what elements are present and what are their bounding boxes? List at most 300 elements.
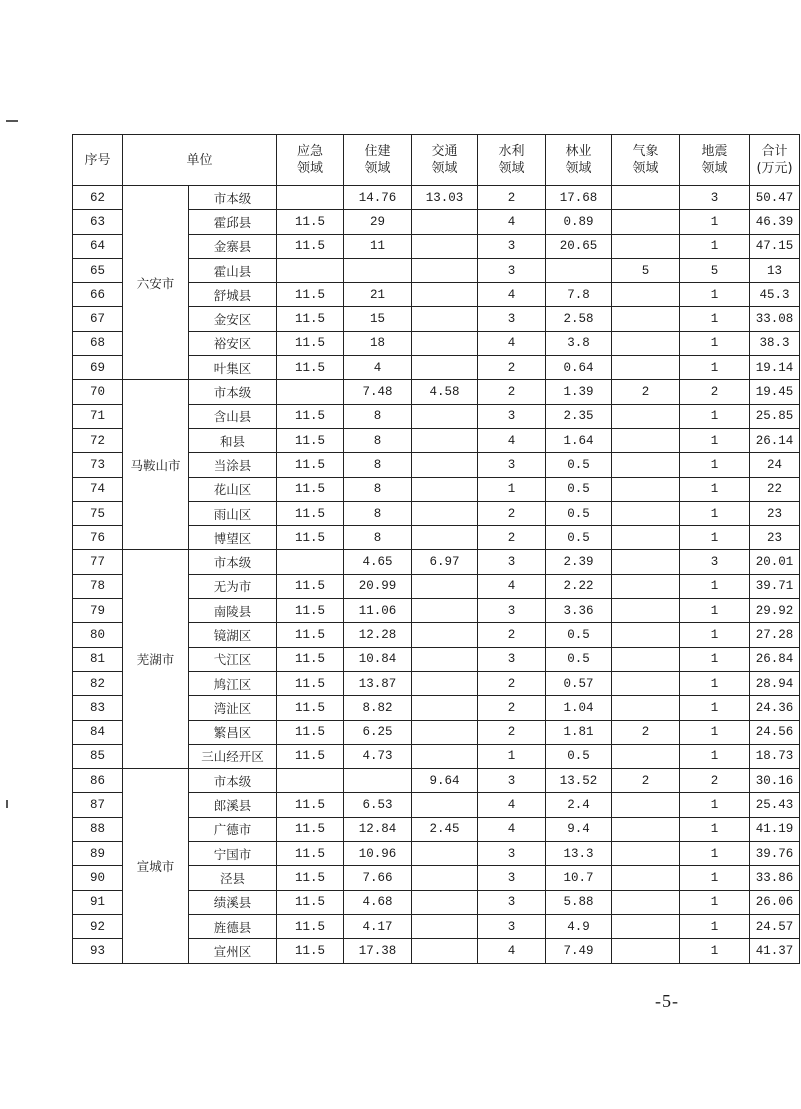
housing-cell: 7.48 xyxy=(344,380,412,404)
weather-cell xyxy=(612,842,680,866)
transport-cell xyxy=(412,647,478,671)
housing-cell: 15 xyxy=(344,307,412,331)
total-cell: 23 xyxy=(750,501,800,525)
header-seq: 序号 xyxy=(73,135,123,186)
water-cell: 4 xyxy=(478,793,546,817)
transport-cell xyxy=(412,234,478,258)
emergency-cell xyxy=(277,186,344,210)
total-cell: 29.92 xyxy=(750,599,800,623)
housing-cell: 8 xyxy=(344,404,412,428)
forestry-cell: 9.4 xyxy=(546,817,612,841)
seq-cell: 84 xyxy=(73,720,123,744)
header-weather: 气象 领域 xyxy=(612,135,680,186)
earthquake-cell: 3 xyxy=(680,186,750,210)
unit-cell: 宁国市 xyxy=(189,842,277,866)
transport-cell xyxy=(412,283,478,307)
weather-cell xyxy=(612,671,680,695)
seq-cell: 90 xyxy=(73,866,123,890)
forestry-cell: 0.5 xyxy=(546,623,612,647)
transport-cell xyxy=(412,210,478,234)
weather-cell xyxy=(612,307,680,331)
transport-cell xyxy=(412,939,478,963)
forestry-cell: 0.89 xyxy=(546,210,612,234)
earthquake-cell: 1 xyxy=(680,647,750,671)
transport-cell xyxy=(412,574,478,598)
table-row xyxy=(73,186,800,210)
weather-cell xyxy=(612,696,680,720)
unit-cell: 广德市 xyxy=(189,817,277,841)
housing-cell: 8 xyxy=(344,526,412,550)
earthquake-cell: 1 xyxy=(680,453,750,477)
weather-cell xyxy=(612,793,680,817)
seq-cell: 72 xyxy=(73,428,123,452)
housing-cell: 4.68 xyxy=(344,890,412,914)
earthquake-cell: 1 xyxy=(680,477,750,501)
total-cell: 41.37 xyxy=(750,939,800,963)
header-water: 水利 领域 xyxy=(478,135,546,186)
transport-cell xyxy=(412,696,478,720)
earthquake-cell: 1 xyxy=(680,428,750,452)
seq-cell: 93 xyxy=(73,939,123,963)
forestry-cell: 2.39 xyxy=(546,550,612,574)
water-cell: 2 xyxy=(478,356,546,380)
total-cell: 25.85 xyxy=(750,404,800,428)
unit-cell: 郎溪县 xyxy=(189,793,277,817)
housing-cell: 7.66 xyxy=(344,866,412,890)
unit-cell: 和县 xyxy=(189,428,277,452)
emergency-cell: 11.5 xyxy=(277,307,344,331)
seq-cell: 92 xyxy=(73,914,123,938)
water-cell: 3 xyxy=(478,842,546,866)
emergency-cell: 11.5 xyxy=(277,501,344,525)
seq-cell: 80 xyxy=(73,623,123,647)
weather-cell: 2 xyxy=(612,380,680,404)
earthquake-cell: 1 xyxy=(680,526,750,550)
seq-cell: 83 xyxy=(73,696,123,720)
emergency-cell: 11.5 xyxy=(277,599,344,623)
housing-cell: 4.65 xyxy=(344,550,412,574)
water-cell: 4 xyxy=(478,574,546,598)
housing-cell: 20.99 xyxy=(344,574,412,598)
earthquake-cell: 1 xyxy=(680,574,750,598)
weather-cell xyxy=(612,186,680,210)
forestry-cell: 1.39 xyxy=(546,380,612,404)
earthquake-cell: 1 xyxy=(680,501,750,525)
unit-cell: 三山经开区 xyxy=(189,744,277,768)
header-total: 合计 (万元) xyxy=(750,135,800,186)
header-row xyxy=(73,135,800,186)
housing-cell: 21 xyxy=(344,283,412,307)
water-cell: 3 xyxy=(478,890,546,914)
seq-cell: 67 xyxy=(73,307,123,331)
water-cell: 3 xyxy=(478,404,546,428)
transport-cell xyxy=(412,793,478,817)
housing-cell: 11.06 xyxy=(344,599,412,623)
forestry-cell: 0.5 xyxy=(546,744,612,768)
total-cell: 41.19 xyxy=(750,817,800,841)
weather-cell xyxy=(612,404,680,428)
emergency-cell xyxy=(277,550,344,574)
housing-cell: 17.38 xyxy=(344,939,412,963)
forestry-cell: 0.5 xyxy=(546,477,612,501)
transport-cell: 6.97 xyxy=(412,550,478,574)
transport-cell xyxy=(412,720,478,744)
housing-cell: 8 xyxy=(344,477,412,501)
water-cell: 4 xyxy=(478,939,546,963)
housing-cell: 4.73 xyxy=(344,744,412,768)
unit-cell: 旌德县 xyxy=(189,914,277,938)
water-cell: 3 xyxy=(478,453,546,477)
total-cell: 13 xyxy=(750,258,800,282)
transport-cell xyxy=(412,258,478,282)
emergency-cell: 11.5 xyxy=(277,356,344,380)
housing-cell: 8 xyxy=(344,501,412,525)
earthquake-cell: 1 xyxy=(680,939,750,963)
seq-cell: 65 xyxy=(73,258,123,282)
total-cell: 39.76 xyxy=(750,842,800,866)
forestry-cell: 3.8 xyxy=(546,331,612,355)
emergency-cell: 11.5 xyxy=(277,720,344,744)
total-cell: 28.94 xyxy=(750,671,800,695)
forestry-cell: 0.5 xyxy=(546,647,612,671)
total-cell: 24.36 xyxy=(750,696,800,720)
emergency-cell: 11.5 xyxy=(277,477,344,501)
unit-cell: 舒城县 xyxy=(189,283,277,307)
seq-cell: 68 xyxy=(73,331,123,355)
table-body xyxy=(73,186,800,964)
earthquake-cell: 1 xyxy=(680,331,750,355)
water-cell: 3 xyxy=(478,550,546,574)
seq-cell: 69 xyxy=(73,356,123,380)
forestry-cell: 7.8 xyxy=(546,283,612,307)
housing-cell: 10.96 xyxy=(344,842,412,866)
earthquake-cell: 1 xyxy=(680,914,750,938)
total-cell: 33.08 xyxy=(750,307,800,331)
housing-cell: 11 xyxy=(344,234,412,258)
emergency-cell: 11.5 xyxy=(277,744,344,768)
emergency-cell: 11.5 xyxy=(277,234,344,258)
weather-cell xyxy=(612,623,680,647)
unit-cell: 叶集区 xyxy=(189,356,277,380)
transport-cell xyxy=(412,842,478,866)
unit-cell: 鸠江区 xyxy=(189,671,277,695)
unit-cell: 霍邱县 xyxy=(189,210,277,234)
total-cell: 27.28 xyxy=(750,623,800,647)
unit-cell: 霍山县 xyxy=(189,258,277,282)
unit-cell: 当涂县 xyxy=(189,453,277,477)
forestry-cell: 4.9 xyxy=(546,914,612,938)
earthquake-cell: 1 xyxy=(680,793,750,817)
emergency-cell: 11.5 xyxy=(277,210,344,234)
water-cell: 4 xyxy=(478,283,546,307)
earthquake-cell: 1 xyxy=(680,671,750,695)
unit-cell: 宣州区 xyxy=(189,939,277,963)
emergency-cell: 11.5 xyxy=(277,453,344,477)
unit-cell: 裕安区 xyxy=(189,331,277,355)
page-number: -5- xyxy=(655,991,679,1011)
total-cell: 38.3 xyxy=(750,331,800,355)
total-cell: 50.47 xyxy=(750,186,800,210)
forestry-cell: 17.68 xyxy=(546,186,612,210)
weather-cell xyxy=(612,331,680,355)
transport-cell: 9.64 xyxy=(412,769,478,793)
seq-cell: 79 xyxy=(73,599,123,623)
total-cell: 47.15 xyxy=(750,234,800,258)
weather-cell xyxy=(612,914,680,938)
forestry-cell xyxy=(546,258,612,282)
total-cell: 26.14 xyxy=(750,428,800,452)
earthquake-cell: 1 xyxy=(680,283,750,307)
housing-cell: 8 xyxy=(344,428,412,452)
housing-cell: 29 xyxy=(344,210,412,234)
unit-cell: 繁昌区 xyxy=(189,720,277,744)
water-cell: 3 xyxy=(478,258,546,282)
seq-cell: 87 xyxy=(73,793,123,817)
header-transport: 交通 领域 xyxy=(412,135,478,186)
total-cell: 26.06 xyxy=(750,890,800,914)
emergency-cell xyxy=(277,380,344,404)
seq-cell: 74 xyxy=(73,477,123,501)
seq-cell: 76 xyxy=(73,526,123,550)
total-cell: 24 xyxy=(750,453,800,477)
weather-cell xyxy=(612,428,680,452)
table-row xyxy=(73,550,800,574)
water-cell: 4 xyxy=(478,331,546,355)
transport-cell: 13.03 xyxy=(412,186,478,210)
housing-cell: 13.87 xyxy=(344,671,412,695)
earthquake-cell: 1 xyxy=(680,817,750,841)
transport-cell xyxy=(412,890,478,914)
earthquake-cell: 1 xyxy=(680,210,750,234)
header-earthquake: 地震 领域 xyxy=(680,135,750,186)
unit-cell: 市本级 xyxy=(189,380,277,404)
seq-cell: 75 xyxy=(73,501,123,525)
weather-cell xyxy=(612,453,680,477)
water-cell: 2 xyxy=(478,623,546,647)
city-cell: 六安市 xyxy=(123,186,189,380)
water-cell: 3 xyxy=(478,599,546,623)
emergency-cell: 11.5 xyxy=(277,866,344,890)
emergency-cell xyxy=(277,769,344,793)
transport-cell xyxy=(412,623,478,647)
weather-cell xyxy=(612,599,680,623)
transport-cell xyxy=(412,356,478,380)
water-cell: 4 xyxy=(478,817,546,841)
earthquake-cell: 1 xyxy=(680,599,750,623)
earthquake-cell: 1 xyxy=(680,696,750,720)
emergency-cell: 11.5 xyxy=(277,890,344,914)
transport-cell: 2.45 xyxy=(412,817,478,841)
water-cell: 2 xyxy=(478,720,546,744)
transport-cell xyxy=(412,501,478,525)
emergency-cell: 11.5 xyxy=(277,817,344,841)
earthquake-cell: 2 xyxy=(680,769,750,793)
emergency-cell: 11.5 xyxy=(277,331,344,355)
emergency-cell: 11.5 xyxy=(277,526,344,550)
emergency-cell: 11.5 xyxy=(277,939,344,963)
water-cell: 4 xyxy=(478,428,546,452)
water-cell: 3 xyxy=(478,647,546,671)
seq-cell: 91 xyxy=(73,890,123,914)
seq-cell: 86 xyxy=(73,769,123,793)
earthquake-cell: 1 xyxy=(680,356,750,380)
forestry-cell: 1.64 xyxy=(546,428,612,452)
transport-cell xyxy=(412,599,478,623)
water-cell: 2 xyxy=(478,671,546,695)
forestry-cell: 0.57 xyxy=(546,671,612,695)
earthquake-cell: 1 xyxy=(680,842,750,866)
housing-cell: 6.53 xyxy=(344,793,412,817)
earthquake-cell: 1 xyxy=(680,720,750,744)
total-cell: 39.71 xyxy=(750,574,800,598)
total-cell: 45.3 xyxy=(750,283,800,307)
housing-cell: 4 xyxy=(344,356,412,380)
forestry-cell: 0.5 xyxy=(546,453,612,477)
seq-cell: 70 xyxy=(73,380,123,404)
table-row xyxy=(73,769,800,793)
housing-cell: 14.76 xyxy=(344,186,412,210)
weather-cell xyxy=(612,526,680,550)
transport-cell xyxy=(412,404,478,428)
transport-cell xyxy=(412,671,478,695)
total-cell: 24.57 xyxy=(750,914,800,938)
transport-cell xyxy=(412,331,478,355)
transport-cell xyxy=(412,428,478,452)
unit-cell: 绩溪县 xyxy=(189,890,277,914)
housing-cell: 12.28 xyxy=(344,623,412,647)
earthquake-cell: 2 xyxy=(680,380,750,404)
water-cell: 3 xyxy=(478,307,546,331)
water-cell: 3 xyxy=(478,914,546,938)
total-cell: 33.86 xyxy=(750,866,800,890)
water-cell: 2 xyxy=(478,696,546,720)
housing-cell: 8 xyxy=(344,453,412,477)
table-row xyxy=(73,380,800,404)
unit-cell: 金寨县 xyxy=(189,234,277,258)
emergency-cell: 11.5 xyxy=(277,842,344,866)
forestry-cell: 5.88 xyxy=(546,890,612,914)
earthquake-cell: 1 xyxy=(680,866,750,890)
seq-cell: 63 xyxy=(73,210,123,234)
weather-cell xyxy=(612,477,680,501)
scan-mark xyxy=(6,120,18,122)
unit-cell: 金安区 xyxy=(189,307,277,331)
transport-cell xyxy=(412,526,478,550)
weather-cell xyxy=(612,574,680,598)
weather-cell xyxy=(612,744,680,768)
earthquake-cell: 1 xyxy=(680,744,750,768)
water-cell: 3 xyxy=(478,234,546,258)
unit-cell: 南陵县 xyxy=(189,599,277,623)
forestry-cell: 20.65 xyxy=(546,234,612,258)
forestry-cell: 1.81 xyxy=(546,720,612,744)
emergency-cell: 11.5 xyxy=(277,574,344,598)
emergency-cell: 11.5 xyxy=(277,793,344,817)
weather-cell xyxy=(612,283,680,307)
header-unit: 单位 xyxy=(123,135,277,186)
emergency-cell: 11.5 xyxy=(277,671,344,695)
total-cell: 26.84 xyxy=(750,647,800,671)
forestry-cell: 0.5 xyxy=(546,526,612,550)
seq-cell: 81 xyxy=(73,647,123,671)
seq-cell: 89 xyxy=(73,842,123,866)
weather-cell: 2 xyxy=(612,720,680,744)
total-cell: 22 xyxy=(750,477,800,501)
unit-cell: 市本级 xyxy=(189,186,277,210)
seq-cell: 82 xyxy=(73,671,123,695)
unit-cell: 无为市 xyxy=(189,574,277,598)
weather-cell xyxy=(612,550,680,574)
water-cell: 4 xyxy=(478,210,546,234)
weather-cell: 2 xyxy=(612,769,680,793)
total-cell: 25.43 xyxy=(750,793,800,817)
total-cell: 46.39 xyxy=(750,210,800,234)
earthquake-cell: 1 xyxy=(680,890,750,914)
unit-cell: 含山县 xyxy=(189,404,277,428)
emergency-cell: 11.5 xyxy=(277,428,344,452)
unit-cell: 泾县 xyxy=(189,866,277,890)
forestry-cell: 0.5 xyxy=(546,501,612,525)
total-cell: 20.01 xyxy=(750,550,800,574)
housing-cell xyxy=(344,258,412,282)
emergency-cell: 11.5 xyxy=(277,404,344,428)
city-cell: 宣城市 xyxy=(123,769,189,963)
unit-cell: 市本级 xyxy=(189,550,277,574)
emergency-cell: 11.5 xyxy=(277,623,344,647)
earthquake-cell: 1 xyxy=(680,307,750,331)
weather-cell xyxy=(612,356,680,380)
transport-cell xyxy=(412,307,478,331)
header-emergency: 应急 领域 xyxy=(277,135,344,186)
seq-cell: 62 xyxy=(73,186,123,210)
weather-cell: 5 xyxy=(612,258,680,282)
unit-cell: 湾沚区 xyxy=(189,696,277,720)
total-cell: 19.45 xyxy=(750,380,800,404)
weather-cell xyxy=(612,210,680,234)
unit-cell: 花山区 xyxy=(189,477,277,501)
seq-cell: 73 xyxy=(73,453,123,477)
water-cell: 3 xyxy=(478,866,546,890)
header-forestry: 林业 领域 xyxy=(546,135,612,186)
weather-cell xyxy=(612,866,680,890)
housing-cell: 10.84 xyxy=(344,647,412,671)
total-cell: 30.16 xyxy=(750,769,800,793)
housing-cell xyxy=(344,769,412,793)
water-cell: 1 xyxy=(478,744,546,768)
transport-cell xyxy=(412,866,478,890)
unit-cell: 弋江区 xyxy=(189,647,277,671)
forestry-cell: 10.7 xyxy=(546,866,612,890)
forestry-cell: 2.22 xyxy=(546,574,612,598)
transport-cell xyxy=(412,914,478,938)
housing-cell: 18 xyxy=(344,331,412,355)
earthquake-cell: 5 xyxy=(680,258,750,282)
earthquake-cell: 1 xyxy=(680,623,750,647)
housing-cell: 12.84 xyxy=(344,817,412,841)
water-cell: 2 xyxy=(478,380,546,404)
seq-cell: 66 xyxy=(73,283,123,307)
allocation-table xyxy=(72,134,800,964)
emergency-cell xyxy=(277,258,344,282)
weather-cell xyxy=(612,234,680,258)
city-cell: 芜湖市 xyxy=(123,550,189,769)
weather-cell xyxy=(612,501,680,525)
earthquake-cell: 1 xyxy=(680,234,750,258)
seq-cell: 88 xyxy=(73,817,123,841)
unit-cell: 镜湖区 xyxy=(189,623,277,647)
weather-cell xyxy=(612,939,680,963)
total-cell: 18.73 xyxy=(750,744,800,768)
